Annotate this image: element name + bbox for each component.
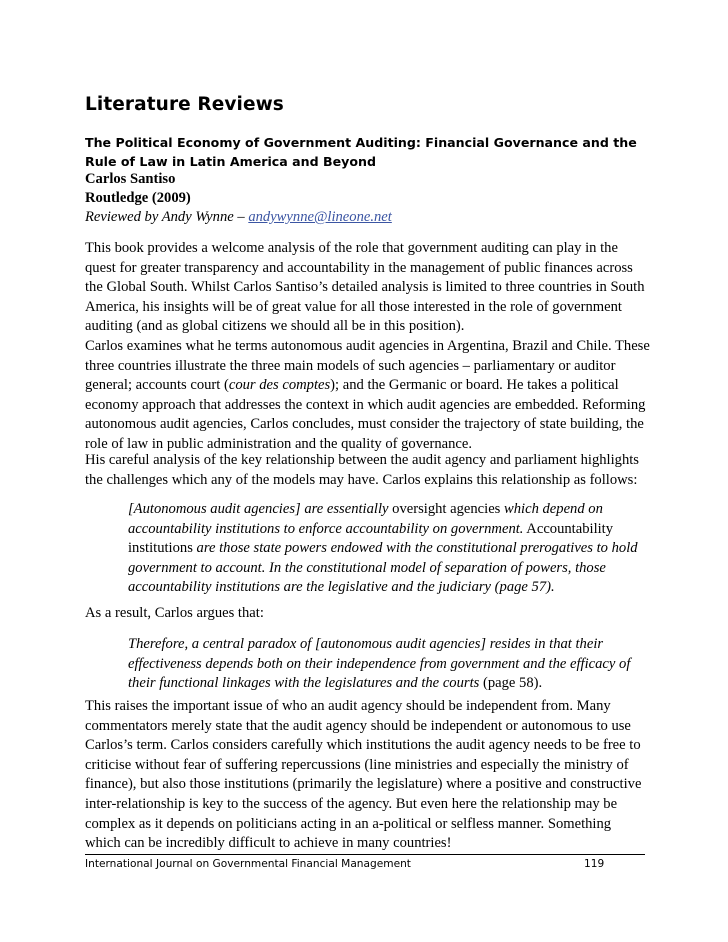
footer-journal-name: International Journal on Governmental Financial Management (85, 858, 411, 870)
quote-block-2 (128, 635, 638, 694)
book-publisher: Routledge (2009) (85, 190, 191, 206)
footer-divider (85, 854, 645, 855)
paragraph-models-text-a: Carlos examines what he terms autonomous audit agencies in Argentina, Brazil and Chile. These three countries illustrate the three main models of such agencies – parliamentary or auditor general; accounts court ( (85, 338, 650, 394)
paragraph-models (85, 337, 650, 455)
quote-1-italic-c: are those state powers endowed with the constitutional prerogatives to hold government to account. In the constitutional model of separation of powers, those accountability institutions are the legislative and the judiciary (page 57). (128, 540, 638, 596)
reviewer-name: Reviewed by Andy Wynne – (85, 209, 249, 225)
quote-2-citation: (page 58). (479, 675, 543, 692)
quote-block-1 (128, 500, 638, 598)
paragraph-models-text-b: ); and the Germanic or board. He takes a political economy approach that addresses the context in which audit agencies are embedded. Reforming autonomous audit agencies, Carlos concludes, must consider the trajectory of state building, the role of law in public administration and the quality of governance. (85, 377, 646, 452)
paragraph-intro: This book provides a welcome analysis of the role that government auditing can play in the quest for greater transparency and accountability in the management of public finances across the Global South. Whilst Carlos Santiso’s detailed analysis is limited to three countries in South America, his insights will be of great value for all those interested in the role of government auditing (and as global citizens we should all be in this position). (85, 240, 645, 335)
book-title: The Political Economy of Government Auditing: Financial Governance and the Rule of Law in Latin America and Beyond (85, 135, 637, 169)
quote-1-italic-a: [Autonomous audit agencies] are essentially (128, 501, 389, 517)
paragraph-argues: As a result, Carlos argues that: (85, 605, 264, 621)
paragraph-relationship: His careful analysis of the key relationship between the audit agency and parliament highlights the challenges which any of the models may have. Carlos explains this relationship as follows: (85, 452, 639, 488)
quote-1-roman-a: oversight agencies (388, 501, 504, 517)
paragraph-models-italic: cour des comptes (228, 377, 331, 394)
paragraph-independence: This raises the important issue of who an audit agency should be independent from. Many commentators merely state that the audit agency should be independent or autonomous to use Carlos’s term. Carlos considers carefully which institutions the audit agency needs to be free to criticise without fear of suffering repercussions (line ministries and especially the ministry of finance), but also those institutions (primarily the legislature) where a positive and constructive inter-relationship is key to the success of the agency. But even here the relationship may be complex as it depends on politicians acting in an a-political or selfless manner. Something which can be incredibly difficult to achieve in many countries! (85, 698, 642, 852)
reviewer-line (85, 208, 392, 228)
book-author: Carlos Santiso (85, 171, 176, 187)
footer-page-number: 119 (584, 858, 605, 870)
quote-2-italic: Therefore, a central paradox of [autonomous audit agencies] resides in that their effectiveness depends both on their independence from government and the efficacy of their functional linkages with the legislatures and the courts (128, 636, 631, 692)
quote-1-roman-b: Accountability institutions (128, 520, 614, 557)
section-title: Literature Reviews (85, 94, 284, 115)
quote-1-italic-b: which depend on accountability institutions to enforce accountability on government. (128, 501, 603, 537)
reviewer-email-link[interactable]: andywynne@lineone.net (248, 209, 392, 225)
